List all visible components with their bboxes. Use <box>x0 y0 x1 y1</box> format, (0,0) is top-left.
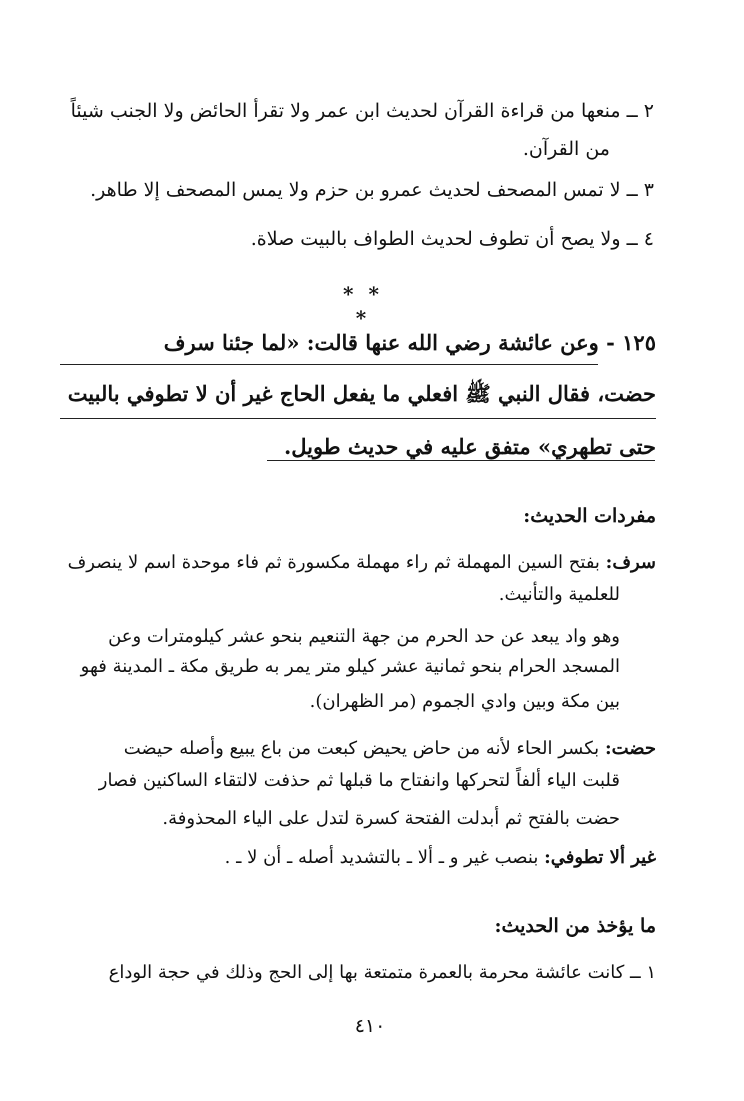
page-number: ٤١٠ <box>354 1015 386 1037</box>
vocab-heading: مفردات الحديث: <box>523 505 656 527</box>
vocab-saraf-para-2-line-1: وهو واد يبعد عن حد الحرم من جهة التنعيم بنحو عشر كيلومترات وعن <box>108 626 620 647</box>
vocab-hidt-line-3: حضت بالفتح ثم أبدلت الفتحة كسرة لتدل على الياء المحذوفة. <box>162 808 620 829</box>
hadith-underline-2 <box>60 418 656 419</box>
list-item-3: ٣ ــ لا تمس المصحف لحديث عمرو بن حزم ولا يمس المصحف إلا طاهر. <box>90 179 654 201</box>
vocab-term-saraf: سرف: <box>605 552 656 573</box>
vocab-saraf-para-2-line-2: المسجد الحرام بنحو ثمانية عشر كيلو متر يمر به طريق مكة ـ المدينة فهو <box>80 656 620 677</box>
vocab-hidt-line-2: قلبت الياء ألفاً لتحركها وانفتاح ما قبلها ثم حذفت لالتقاء الساكنين فصار <box>98 770 620 791</box>
section-separator: * * * <box>343 282 383 330</box>
vocab-term-hidt: حضت: <box>604 738 656 759</box>
vocab-saraf-text: بفتح السين المهملة ثم راء مهملة مكسورة ثم فاء موحدة اسم لا ينصرف <box>67 552 600 573</box>
list-item-2-continuation: من القرآن. <box>522 138 610 160</box>
lessons-heading: ما يؤخذ من الحديث: <box>494 915 656 937</box>
hadith-underline-1 <box>60 364 598 365</box>
hadith-line-3: حتى تطهري» متفق عليه في حديث طويل. <box>283 434 656 459</box>
vocab-term-ghayr: غير ألا تطوفي: <box>544 847 656 868</box>
hadith-line-2: حضت، فقال النبي ﷺ افعلي ما يفعل الحاج غير أن لا تطوفي بالبيت <box>67 381 656 406</box>
vocab-saraf <box>68 548 656 578</box>
list-item-2: ٢ ــ منعها من قراءة القرآن لحديث ابن عمر ولا تقرأ الحائض ولا الجنب شيئاً <box>70 100 654 122</box>
list-item-4: ٤ ــ ولا يصح أن تطوف لحديث الطواف بالبيت صلاة. <box>250 228 654 250</box>
lesson-item-1: ١ ــ كانت عائشة محرمة بالعمرة متمتعة بها إلى الحج وذلك في حجة الوداع <box>108 962 656 983</box>
vocab-hidt <box>124 734 656 764</box>
hadith-line-1: ١٢٥ - وعن عائشة رضي الله عنها قالت: «لما جئنا سرف <box>163 330 656 355</box>
vocab-saraf-para-2-line-3: بين مكة وبين وادي الجموم (مر الظهران). <box>309 691 620 712</box>
hadith-underline-3 <box>267 460 655 461</box>
vocab-saraf-line-2: للعلمية والتأنيث. <box>498 584 620 605</box>
vocab-hidt-text: بكسر الحاء لأنه من حاض يحيض كبعت من باع يبيع وأصله حيضت <box>123 738 600 759</box>
vocab-ghayr-text: بنصب غير و ـ ألا ـ بالتشديد أصله ـ أن لا ـ . <box>224 847 539 868</box>
vocab-ghayr <box>225 843 656 873</box>
